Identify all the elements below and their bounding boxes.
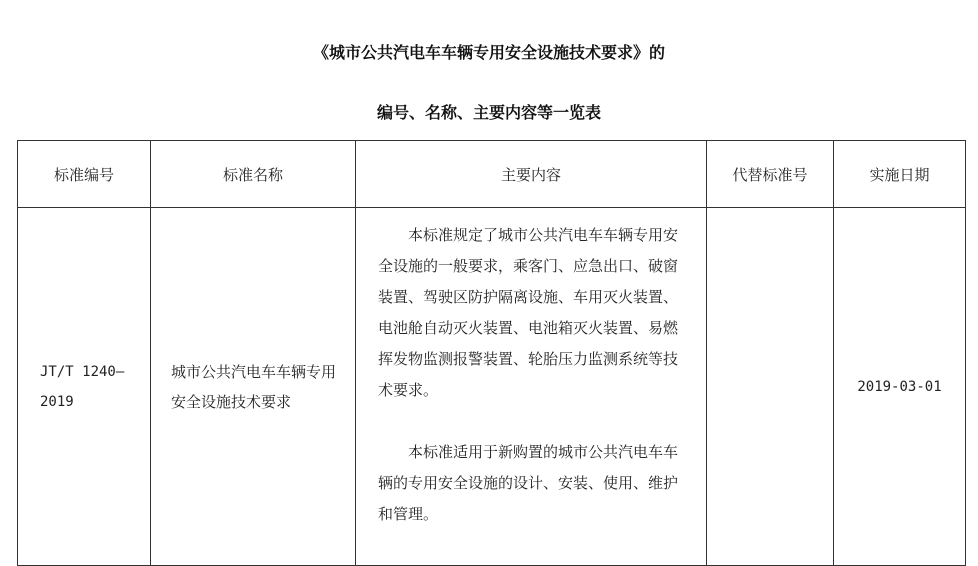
document-title-line-1: 《城市公共汽电车车辆专用安全设施技术要求》的 <box>312 43 665 62</box>
standard-name-cell: 城市公共汽电车车辆专用安全设施技术要求 <box>151 208 356 566</box>
standard-code-cell: JT/T 1240—2019 <box>18 208 151 566</box>
implementation-date-cell: 2019-03-01 <box>834 208 966 566</box>
header-standard-code: 标准编号 <box>18 141 151 208</box>
content-paragraph-applicability: 本标准适用于新购置的城市公共汽电车车辆的专用安全设施的设计、安装、使用、维护和管理。 <box>378 443 679 523</box>
header-standard-name: 标准名称 <box>151 141 356 208</box>
standards-table <box>17 140 966 566</box>
header-implementation-date: 实施日期 <box>834 141 966 208</box>
main-content-cell <box>356 208 707 566</box>
replaced-standard-cell <box>707 208 834 566</box>
header-main-content: 主要内容 <box>356 141 707 208</box>
header-replaced-standard: 代替标准号 <box>707 141 834 208</box>
content-paragraph-scope: 本标准规定了城市公共汽电车车辆专用安全设施的一般要求，乘客门、应急出口、破窗装置、驾驶区防护隔离设施、车用灭火装置、电池舱自动灭火装置、电池箱灭火装置、易燃挥发物监测报警装置、轮胎压力监测系统等技术要求。 <box>378 226 679 399</box>
table-header-row <box>18 141 966 208</box>
document-title-line-2: 编号、名称、主要内容等一览表 <box>376 103 601 122</box>
table-row <box>18 208 966 566</box>
